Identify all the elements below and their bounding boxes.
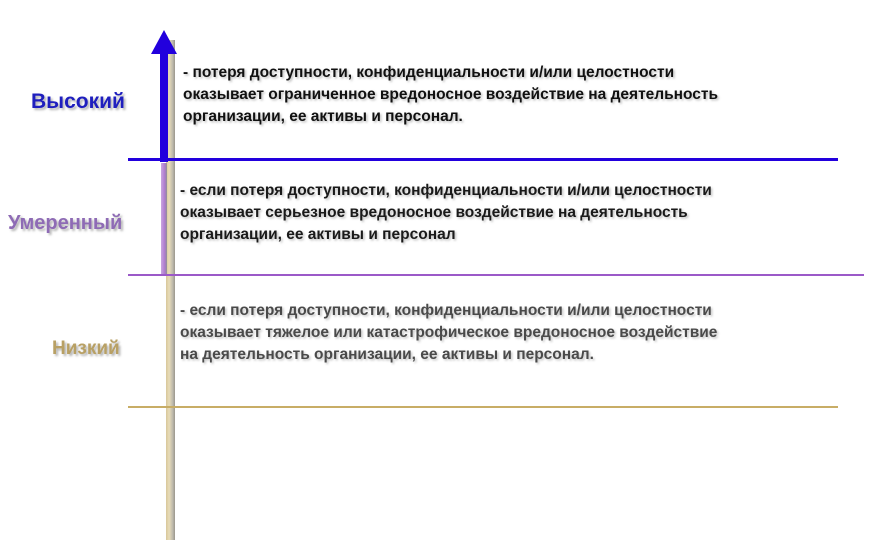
description-line: организации, ее активы и персонал. — [183, 108, 463, 125]
description-line: оказывает серьезное вредоносное воздействие на деятельность — [180, 204, 688, 221]
level-description-moderate — [180, 180, 870, 246]
level-description-low — [180, 300, 878, 366]
description-line: оказывает ограниченное вредоносное воздействие на деятельность — [183, 86, 719, 103]
level-label-moderate: Умеренный — [8, 212, 123, 234]
level-label-high: Высокий — [31, 90, 125, 113]
description-line: оказывает тяжелое или катастрофическое вредоносное воздействие — [180, 324, 718, 341]
arrow-shaft-high — [160, 50, 168, 162]
divider-low — [128, 406, 838, 408]
description-line: на деятельность организации, ее активы и персонал. — [180, 346, 594, 363]
description-line: организации, ее активы и персонал — [180, 226, 456, 243]
description-line: - если потеря доступности, конфиденциальности и/или целостности — [180, 182, 712, 199]
divider-high — [128, 158, 838, 161]
divider-moderate — [128, 274, 864, 276]
description-line: - потеря доступности, конфиденциальности и/или целостности — [183, 64, 675, 81]
description-line: - если потеря доступности, конфиденциальности и/или целостности — [180, 302, 712, 319]
level-description-high — [183, 62, 873, 128]
level-label-low: Низкий — [52, 338, 120, 359]
arrow-shaft-moderate — [161, 163, 167, 275]
